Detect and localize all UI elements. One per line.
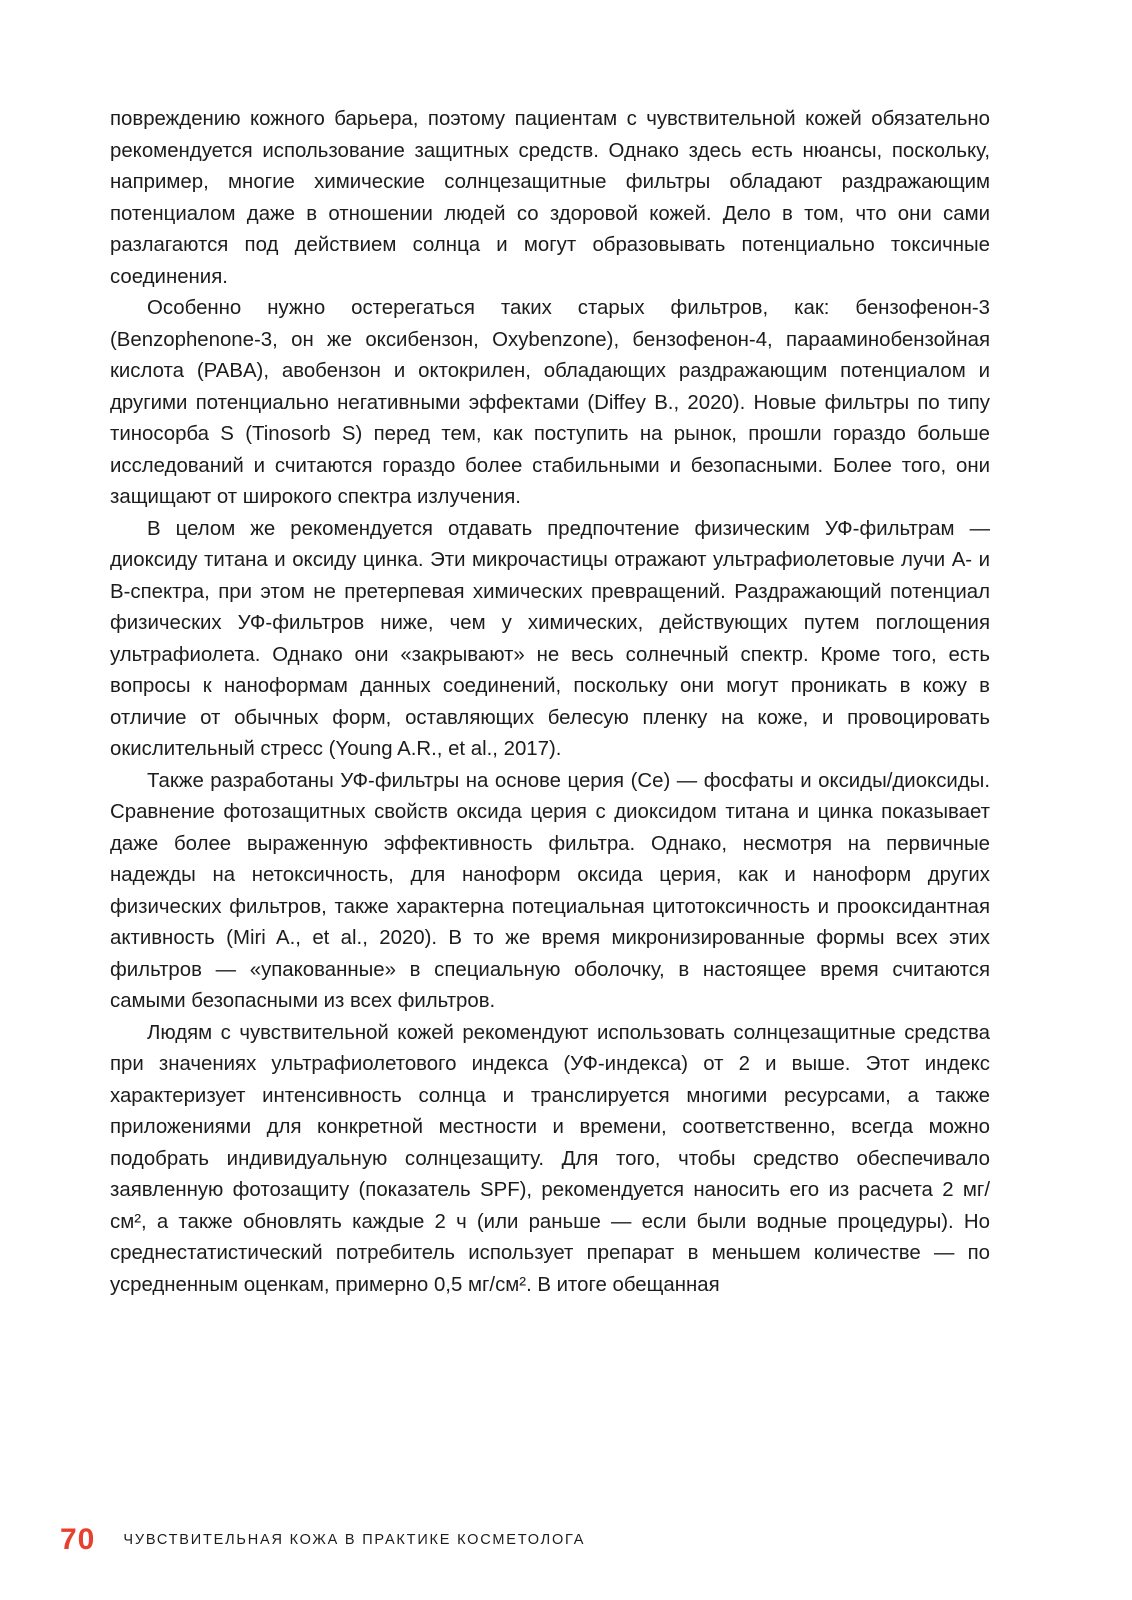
running-title: ЧУВСТВИТЕЛЬНАЯ КОЖА В ПРАКТИКЕ КОСМЕТОЛОГА [123,1532,586,1548]
paragraph-5: Людям с чувствительной кожей рекомендуют использовать солнцезащитные средства при значениях ультрафиолетового индекса (УФ-индекса) от 2 и выше. Этот индекс характеризует интенсивность солнца и транслируется многими ресурсами, а также приложениями для конкретной местности и времени, соответственно, всегда можно подобрать индивидуальную солнцезащиту. Для того, чтобы средство обеспечивало заявленную фотозащиту (показатель SPF), рекомендуется наносить его из расчета 2 мг/см², а также обновлять каждые 2 ч (или раньше — если были водные процедуры). Но среднестатистический потребитель использует препарат в меньшем количестве — по усредненным оценкам, примерно 0,5 мг/см². В итоге обещанная [110,1021,990,1296]
page-footer [60,1520,585,1560]
body-text [110,104,990,1301]
page-number: 70 [60,1523,96,1556]
paragraph-4: Также разработаны УФ-фильтры на основе церия (Ce) — фосфаты и оксиды/диоксиды. Сравнение фотозащитных свойств оксида церия с диоксидом титана и цинка показывает даже более выраженную эффективность фильтра. Однако, несмотря на первичные надежды на нетоксичность, для наноформ оксида церия, как и наноформ других физических фильтров, также характерна потециальная цитотоксичность и прооксидантная активность (Miri A., et al., 2020). В то же время микронизированные формы всех этих фильтров — «упакованные» в специальную оболочку, в настоящее время считаются самыми безопасными из всех фильтров. [110,769,990,1012]
paragraph-3: В целом же рекомендуется отдавать предпочтение физическим УФ-фильтрам — диоксиду титана и оксиду цинка. Эти микрочастицы отражают ультрафиолетовые лучи А- и В-спектра, при этом не претерпевая химических превращений. Раздражающий потенциал физических УФ-фильтров ниже, чем у химических, действующих путем поглощения ультрафиолета. Однако они «закрывают» не весь солнечный спектр. Кроме того, есть вопросы к наноформам данных соединений, поскольку они могут проникать в кожу в отличие от обычных форм, оставляющих белесую пленку на коже, и провоцировать окислительный стресс (Young A.R., et al., 2017). [110,517,990,760]
paragraph-2: Особенно нужно остерегаться таких старых фильтров, как: бензофенон-3 (Benzophenone-3, он же оксибензон, Oxybenzone), бензофенон-4, парааминобензойная кислота (PABA), авобензон и октокрилен, обладающих раздражающим потенциалом и другими потенциально негативными эффектами (Diffey B., 2020). Новые фильтры по типу тиносорба S (Tinosorb S) перед тем, как поступить на рынок, прошли гораздо больше исследований и считаются гораздо более стабильными и безопасными. Более того, они защищают от широкого спектра излучения. [110,297,990,508]
paragraph-1: повреждению кожного барьера, поэтому пациентам с чувствительной кожей обязательно рекомендуется использование защитных средств. Однако здесь есть нюансы, поскольку, например, многие химические солнцезащитные фильтры обладают раздражающим потенциалом даже в отношении людей со здоровой кожей. Дело в том, что они сами разлагаются под действием солнца и могут образовывать потенциально токсичные соединения. [110,108,990,288]
